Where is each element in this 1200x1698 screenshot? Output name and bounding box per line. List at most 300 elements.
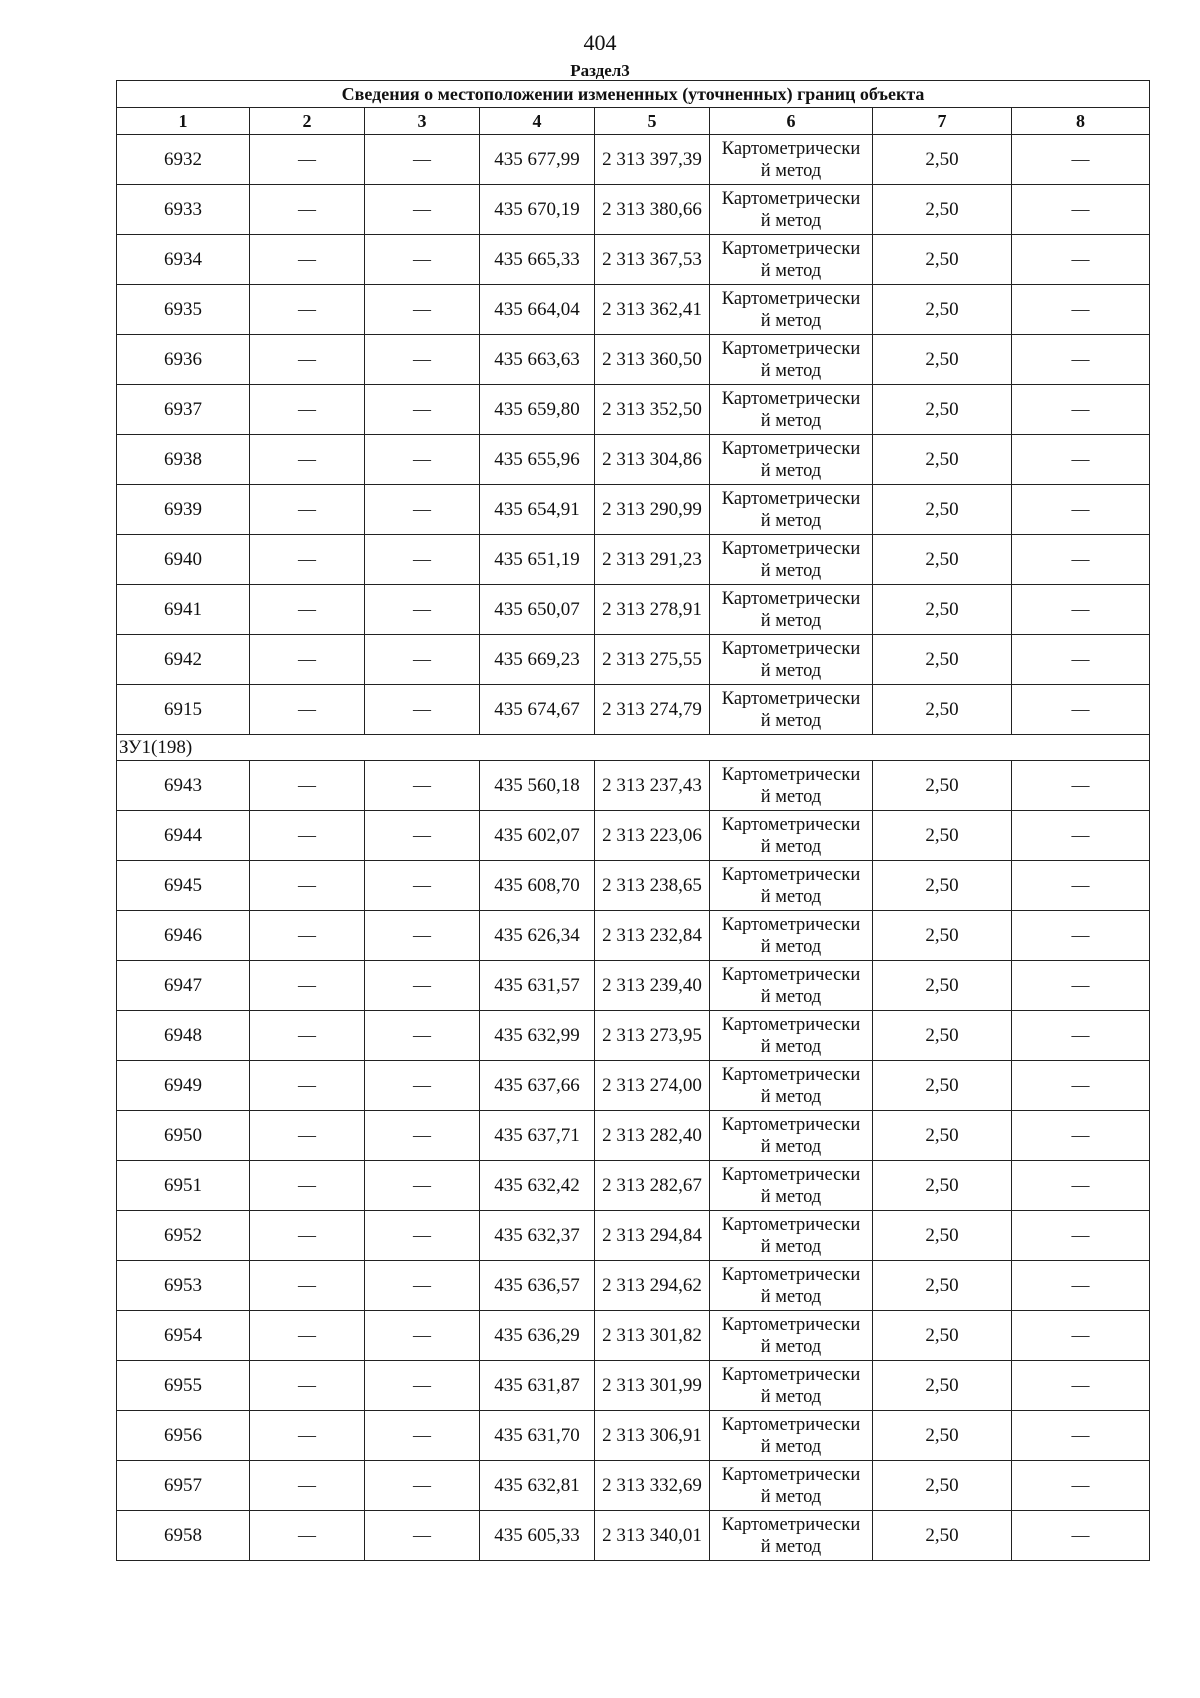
- dash-cell: —: [365, 1411, 480, 1461]
- section-title: Раздел3: [570, 61, 630, 80]
- dash-cell: —: [1012, 1361, 1150, 1411]
- method-cell: [710, 535, 873, 585]
- point-number-cell: 6945: [117, 861, 250, 911]
- x-coordinate-cell: 435 636,57: [480, 1261, 595, 1311]
- x-coordinate-cell: 435 636,29: [480, 1311, 595, 1361]
- dash-cell: —: [1012, 1211, 1150, 1261]
- method-line-2: й метод: [760, 310, 822, 331]
- dash-cell: —: [250, 1011, 365, 1061]
- x-coordinate-cell: 435 632,42: [480, 1161, 595, 1211]
- method-line-1: Картометрически: [721, 538, 861, 559]
- method-line-1: Картометрически: [721, 1064, 861, 1085]
- accuracy-cell: 2,50: [873, 1211, 1012, 1261]
- accuracy-cell: 2,50: [873, 1461, 1012, 1511]
- y-coordinate-cell: 2 313 301,82: [595, 1311, 710, 1361]
- x-coordinate-cell: 435 605,33: [480, 1511, 595, 1561]
- dash-cell: —: [365, 635, 480, 685]
- method-cell: [710, 1461, 873, 1511]
- table-row: [117, 1511, 1150, 1561]
- accuracy-cell: 2,50: [873, 135, 1012, 185]
- method-line-1: Картометрически: [721, 964, 861, 985]
- dash-cell: —: [365, 185, 480, 235]
- accuracy-cell: 2,50: [873, 585, 1012, 635]
- accuracy-cell: 2,50: [873, 685, 1012, 735]
- dash-cell: —: [365, 1211, 480, 1261]
- accuracy-cell: 2,50: [873, 911, 1012, 961]
- method-line-2: й метод: [760, 460, 822, 481]
- table-row: [117, 485, 1150, 535]
- x-coordinate-cell: 435 632,37: [480, 1211, 595, 1261]
- table-row: [117, 811, 1150, 861]
- dash-cell: —: [1012, 685, 1150, 735]
- method-cell: [710, 685, 873, 735]
- method-line-1: Картометрически: [721, 638, 861, 659]
- dash-cell: —: [1012, 135, 1150, 185]
- dash-cell: —: [1012, 585, 1150, 635]
- method-cell: [710, 285, 873, 335]
- table-row: [117, 1311, 1150, 1361]
- y-coordinate-cell: 2 313 237,43: [595, 761, 710, 811]
- dash-cell: —: [250, 961, 365, 1011]
- method-line-2: й метод: [760, 260, 822, 281]
- y-coordinate-cell: 2 313 223,06: [595, 811, 710, 861]
- dash-cell: —: [1012, 1461, 1150, 1511]
- method-line-2: й метод: [760, 836, 822, 857]
- accuracy-cell: 2,50: [873, 385, 1012, 435]
- dash-cell: —: [365, 285, 480, 335]
- method-line-1: Картометрически: [721, 864, 861, 885]
- y-coordinate-cell: 2 313 239,40: [595, 961, 710, 1011]
- dash-cell: —: [250, 335, 365, 385]
- accuracy-cell: 2,50: [873, 1161, 1012, 1211]
- y-coordinate-cell: 2 313 397,39: [595, 135, 710, 185]
- method-line-1: Картометрически: [721, 388, 861, 409]
- method-cell: [710, 135, 873, 185]
- accuracy-cell: 2,50: [873, 761, 1012, 811]
- method-line-2: й метод: [760, 1036, 822, 1057]
- dash-cell: —: [250, 1211, 365, 1261]
- method-cell: [710, 861, 873, 911]
- accuracy-cell: 2,50: [873, 635, 1012, 685]
- dash-cell: —: [250, 1361, 365, 1411]
- dash-cell: —: [1012, 1061, 1150, 1111]
- point-number-cell: 6948: [117, 1011, 250, 1061]
- dash-cell: —: [365, 1461, 480, 1511]
- table-row: [117, 635, 1150, 685]
- y-coordinate-cell: 2 313 291,23: [595, 535, 710, 585]
- method-line-1: Картометрически: [721, 488, 861, 509]
- method-line-2: й метод: [760, 1186, 822, 1207]
- y-coordinate-cell: 2 313 232,84: [595, 911, 710, 961]
- accuracy-cell: 2,50: [873, 1261, 1012, 1311]
- point-number-cell: 6936: [117, 335, 250, 385]
- table-row: [117, 535, 1150, 585]
- point-number-cell: 6934: [117, 235, 250, 285]
- dash-cell: —: [1012, 185, 1150, 235]
- method-line-1: Картометрически: [721, 1464, 861, 1485]
- dash-cell: —: [365, 811, 480, 861]
- method-line-1: Картометрически: [721, 588, 861, 609]
- x-coordinate-cell: 435 631,87: [480, 1361, 595, 1411]
- dash-cell: —: [365, 1361, 480, 1411]
- x-coordinate-cell: 435 637,66: [480, 1061, 595, 1111]
- y-coordinate-cell: 2 313 352,50: [595, 385, 710, 435]
- dash-cell: —: [365, 1511, 480, 1561]
- method-line-2: й метод: [760, 1286, 822, 1307]
- table-row: [117, 1111, 1150, 1161]
- y-coordinate-cell: 2 313 304,86: [595, 435, 710, 485]
- dash-cell: —: [365, 761, 480, 811]
- dash-cell: —: [1012, 485, 1150, 535]
- dash-cell: —: [365, 1311, 480, 1361]
- accuracy-cell: 2,50: [873, 1411, 1012, 1461]
- method-line-1: Картометрически: [721, 1214, 861, 1235]
- method-line-1: Картометрически: [721, 1364, 861, 1385]
- table-row: [117, 435, 1150, 485]
- method-line-2: й метод: [760, 660, 822, 681]
- point-number-cell: 6943: [117, 761, 250, 811]
- dash-cell: —: [250, 485, 365, 535]
- accuracy-cell: 2,50: [873, 1511, 1012, 1561]
- x-coordinate-cell: 435 659,80: [480, 385, 595, 435]
- accuracy-cell: 2,50: [873, 485, 1012, 535]
- y-coordinate-cell: 2 313 274,79: [595, 685, 710, 735]
- y-coordinate-cell: 2 313 306,91: [595, 1411, 710, 1461]
- method-line-1: Картометрически: [721, 338, 861, 359]
- method-cell: [710, 1161, 873, 1211]
- point-number-cell: 6935: [117, 285, 250, 335]
- method-line-2: й метод: [760, 710, 822, 731]
- method-line-2: й метод: [760, 210, 822, 231]
- table-row: [117, 185, 1150, 235]
- dash-cell: —: [250, 1111, 365, 1161]
- y-coordinate-cell: 2 313 340,01: [595, 1511, 710, 1561]
- x-coordinate-cell: 435 669,23: [480, 635, 595, 685]
- dash-cell: —: [1012, 811, 1150, 861]
- method-line-2: й метод: [760, 886, 822, 907]
- method-line-1: Картометрически: [721, 1264, 861, 1285]
- method-cell: [710, 335, 873, 385]
- method-line-2: й метод: [760, 1236, 822, 1257]
- table-row: [117, 335, 1150, 385]
- column-header: 3: [365, 108, 480, 135]
- dash-cell: —: [1012, 1511, 1150, 1561]
- y-coordinate-cell: 2 313 290,99: [595, 485, 710, 535]
- dash-cell: —: [250, 435, 365, 485]
- x-coordinate-cell: 435 632,99: [480, 1011, 595, 1061]
- accuracy-cell: 2,50: [873, 1311, 1012, 1361]
- method-line-1: Картометрически: [721, 914, 861, 935]
- method-line-2: й метод: [760, 410, 822, 431]
- x-coordinate-cell: 435 631,57: [480, 961, 595, 1011]
- x-coordinate-cell: 435 655,96: [480, 435, 595, 485]
- y-coordinate-cell: 2 313 275,55: [595, 635, 710, 685]
- method-line-2: й метод: [760, 160, 822, 181]
- accuracy-cell: 2,50: [873, 535, 1012, 585]
- dash-cell: —: [250, 861, 365, 911]
- dash-cell: —: [1012, 1261, 1150, 1311]
- dash-cell: —: [250, 535, 365, 585]
- y-coordinate-cell: 2 313 301,99: [595, 1361, 710, 1411]
- dash-cell: —: [250, 761, 365, 811]
- y-coordinate-cell: 2 313 294,84: [595, 1211, 710, 1261]
- accuracy-cell: 2,50: [873, 1111, 1012, 1161]
- y-coordinate-cell: 2 313 274,00: [595, 1061, 710, 1111]
- method-line-2: й метод: [760, 1536, 822, 1557]
- point-number-cell: 6946: [117, 911, 250, 961]
- dash-cell: —: [250, 1261, 365, 1311]
- accuracy-cell: 2,50: [873, 961, 1012, 1011]
- method-line-1: Картометрически: [721, 1164, 861, 1185]
- x-coordinate-cell: 435 664,04: [480, 285, 595, 335]
- dash-cell: —: [250, 1461, 365, 1511]
- method-line-2: й метод: [760, 510, 822, 531]
- table-row: [117, 685, 1150, 735]
- column-header: 7: [873, 108, 1012, 135]
- method-line-2: й метод: [760, 786, 822, 807]
- method-line-2: й метод: [760, 1336, 822, 1357]
- dash-cell: —: [365, 1161, 480, 1211]
- point-number-cell: 6944: [117, 811, 250, 861]
- dash-cell: —: [250, 1161, 365, 1211]
- method-line-2: й метод: [760, 610, 822, 631]
- method-line-1: Картометрически: [721, 1514, 861, 1535]
- accuracy-cell: 2,50: [873, 1061, 1012, 1111]
- point-number-cell: 6937: [117, 385, 250, 435]
- table-row: [117, 1411, 1150, 1461]
- x-coordinate-cell: 435 650,07: [480, 585, 595, 635]
- table-row: [117, 911, 1150, 961]
- table-row: [117, 385, 1150, 435]
- y-coordinate-cell: 2 313 282,67: [595, 1161, 710, 1211]
- dash-cell: —: [1012, 761, 1150, 811]
- point-number-cell: 6952: [117, 1211, 250, 1261]
- x-coordinate-cell: 435 602,07: [480, 811, 595, 861]
- dash-cell: —: [1012, 235, 1150, 285]
- dash-cell: —: [250, 585, 365, 635]
- point-number-cell: 6954: [117, 1311, 250, 1361]
- point-number-cell: 6947: [117, 961, 250, 1011]
- column-header: 4: [480, 108, 595, 135]
- method-line-1: Картометрически: [721, 1314, 861, 1335]
- dash-cell: —: [365, 911, 480, 961]
- method-line-1: Картометрически: [721, 188, 861, 209]
- x-coordinate-cell: 435 670,19: [480, 185, 595, 235]
- point-number-cell: 6956: [117, 1411, 250, 1461]
- table-row: [117, 1261, 1150, 1311]
- table-body: [117, 135, 1150, 1561]
- method-cell: [710, 1061, 873, 1111]
- method-line-1: Картометрически: [721, 1114, 861, 1135]
- dash-cell: —: [250, 385, 365, 435]
- point-number-cell: 6953: [117, 1261, 250, 1311]
- method-line-2: й метод: [760, 1436, 822, 1457]
- method-cell: [710, 1361, 873, 1411]
- table-row: [117, 761, 1150, 811]
- y-coordinate-cell: 2 313 362,41: [595, 285, 710, 335]
- table-row: [117, 235, 1150, 285]
- table-row: [117, 1011, 1150, 1061]
- y-coordinate-cell: 2 313 367,53: [595, 235, 710, 285]
- dash-cell: —: [250, 635, 365, 685]
- x-coordinate-cell: 435 665,33: [480, 235, 595, 285]
- dash-cell: —: [250, 911, 365, 961]
- dash-cell: —: [365, 435, 480, 485]
- table-row: [117, 285, 1150, 335]
- dash-cell: —: [1012, 635, 1150, 685]
- method-line-1: Картометрически: [721, 238, 861, 259]
- method-cell: [710, 1311, 873, 1361]
- dash-cell: —: [250, 1311, 365, 1361]
- point-number-cell: 6939: [117, 485, 250, 535]
- dash-cell: —: [365, 385, 480, 435]
- method-line-1: Картометрически: [721, 1014, 861, 1035]
- table-row: [117, 585, 1150, 635]
- method-line-1: Картометрически: [721, 764, 861, 785]
- x-coordinate-cell: 435 560,18: [480, 761, 595, 811]
- method-cell: [710, 235, 873, 285]
- dash-cell: —: [1012, 1011, 1150, 1061]
- accuracy-cell: 2,50: [873, 185, 1012, 235]
- y-coordinate-cell: 2 313 273,95: [595, 1011, 710, 1061]
- table-row: [117, 135, 1150, 185]
- dash-cell: —: [365, 685, 480, 735]
- y-coordinate-cell: 2 313 278,91: [595, 585, 710, 635]
- method-cell: [710, 385, 873, 435]
- dash-cell: —: [1012, 1411, 1150, 1461]
- accuracy-cell: 2,50: [873, 861, 1012, 911]
- accuracy-cell: 2,50: [873, 811, 1012, 861]
- table-row: [117, 861, 1150, 911]
- table-row: [117, 1361, 1150, 1411]
- table-title: Сведения о местоположении измененных (уточненных) границ объекта: [117, 81, 1150, 108]
- y-coordinate-cell: 2 313 360,50: [595, 335, 710, 385]
- point-number-cell: 6933: [117, 185, 250, 235]
- dash-cell: —: [1012, 435, 1150, 485]
- dash-cell: —: [250, 811, 365, 861]
- x-coordinate-cell: 435 651,19: [480, 535, 595, 585]
- dash-cell: —: [250, 685, 365, 735]
- y-coordinate-cell: 2 313 380,66: [595, 185, 710, 235]
- dash-cell: —: [1012, 1311, 1150, 1361]
- method-cell: [710, 1111, 873, 1161]
- method-cell: [710, 1261, 873, 1311]
- column-header: 8: [1012, 108, 1150, 135]
- point-number-cell: 6915: [117, 685, 250, 735]
- point-number-cell: 6938: [117, 435, 250, 485]
- y-coordinate-cell: 2 313 238,65: [595, 861, 710, 911]
- group-label: ЗУ1(198): [117, 735, 1150, 761]
- accuracy-cell: 2,50: [873, 435, 1012, 485]
- dash-cell: —: [365, 861, 480, 911]
- table-row: [117, 1061, 1150, 1111]
- dash-cell: —: [1012, 535, 1150, 585]
- dash-cell: —: [365, 1261, 480, 1311]
- x-coordinate-cell: 435 631,70: [480, 1411, 595, 1461]
- table-row: [117, 1161, 1150, 1211]
- table-row: [117, 961, 1150, 1011]
- point-number-cell: 6932: [117, 135, 250, 185]
- method-line-2: й метод: [760, 1486, 822, 1507]
- table-row: [117, 1211, 1150, 1261]
- method-cell: [710, 811, 873, 861]
- method-line-2: й метод: [760, 1086, 822, 1107]
- method-line-2: й метод: [760, 936, 822, 957]
- dash-cell: —: [365, 485, 480, 535]
- method-line-1: Картометрически: [721, 688, 861, 709]
- column-header: 6: [710, 108, 873, 135]
- method-cell: [710, 911, 873, 961]
- column-header: 2: [250, 108, 365, 135]
- method-cell: [710, 1011, 873, 1061]
- method-line-2: й метод: [760, 360, 822, 381]
- dash-cell: —: [365, 235, 480, 285]
- point-number-cell: 6941: [117, 585, 250, 635]
- x-coordinate-cell: 435 674,67: [480, 685, 595, 735]
- x-coordinate-cell: 435 626,34: [480, 911, 595, 961]
- method-line-1: Картометрически: [721, 814, 861, 835]
- point-number-cell: 6942: [117, 635, 250, 685]
- y-coordinate-cell: 2 313 282,40: [595, 1111, 710, 1161]
- page-number: 404: [583, 30, 617, 55]
- dash-cell: —: [250, 135, 365, 185]
- dash-cell: —: [1012, 1111, 1150, 1161]
- method-cell: [710, 185, 873, 235]
- y-coordinate-cell: 2 313 294,62: [595, 1261, 710, 1311]
- method-cell: [710, 585, 873, 635]
- dash-cell: —: [365, 1011, 480, 1061]
- point-number-cell: 6949: [117, 1061, 250, 1111]
- x-coordinate-cell: 435 677,99: [480, 135, 595, 185]
- dash-cell: —: [365, 1111, 480, 1161]
- method-line-1: Картометрически: [721, 1414, 861, 1435]
- x-coordinate-cell: 435 663,63: [480, 335, 595, 385]
- column-number-row: [117, 108, 1150, 135]
- dash-cell: —: [1012, 285, 1150, 335]
- table-row: [117, 1461, 1150, 1511]
- method-cell: [710, 1511, 873, 1561]
- accuracy-cell: 2,50: [873, 285, 1012, 335]
- x-coordinate-cell: 435 637,71: [480, 1111, 595, 1161]
- x-coordinate-cell: 435 608,70: [480, 861, 595, 911]
- point-number-cell: 6950: [117, 1111, 250, 1161]
- method-line-2: й метод: [760, 1136, 822, 1157]
- y-coordinate-cell: 2 313 332,69: [595, 1461, 710, 1511]
- dash-cell: —: [1012, 911, 1150, 961]
- dash-cell: —: [250, 1061, 365, 1111]
- point-number-cell: 6957: [117, 1461, 250, 1511]
- dash-cell: —: [365, 961, 480, 1011]
- accuracy-cell: 2,50: [873, 235, 1012, 285]
- dash-cell: —: [1012, 335, 1150, 385]
- method-cell: [710, 761, 873, 811]
- method-cell: [710, 635, 873, 685]
- point-number-cell: 6958: [117, 1511, 250, 1561]
- method-line-2: й метод: [760, 1386, 822, 1407]
- dash-cell: —: [365, 585, 480, 635]
- method-line-1: Картометрически: [721, 288, 861, 309]
- method-cell: [710, 435, 873, 485]
- point-number-cell: 6955: [117, 1361, 250, 1411]
- method-cell: [710, 1411, 873, 1461]
- method-line-2: й метод: [760, 560, 822, 581]
- accuracy-cell: 2,50: [873, 1011, 1012, 1061]
- point-number-cell: 6951: [117, 1161, 250, 1211]
- column-header: 1: [117, 108, 250, 135]
- method-cell: [710, 1211, 873, 1261]
- dash-cell: —: [1012, 961, 1150, 1011]
- dash-cell: —: [250, 285, 365, 335]
